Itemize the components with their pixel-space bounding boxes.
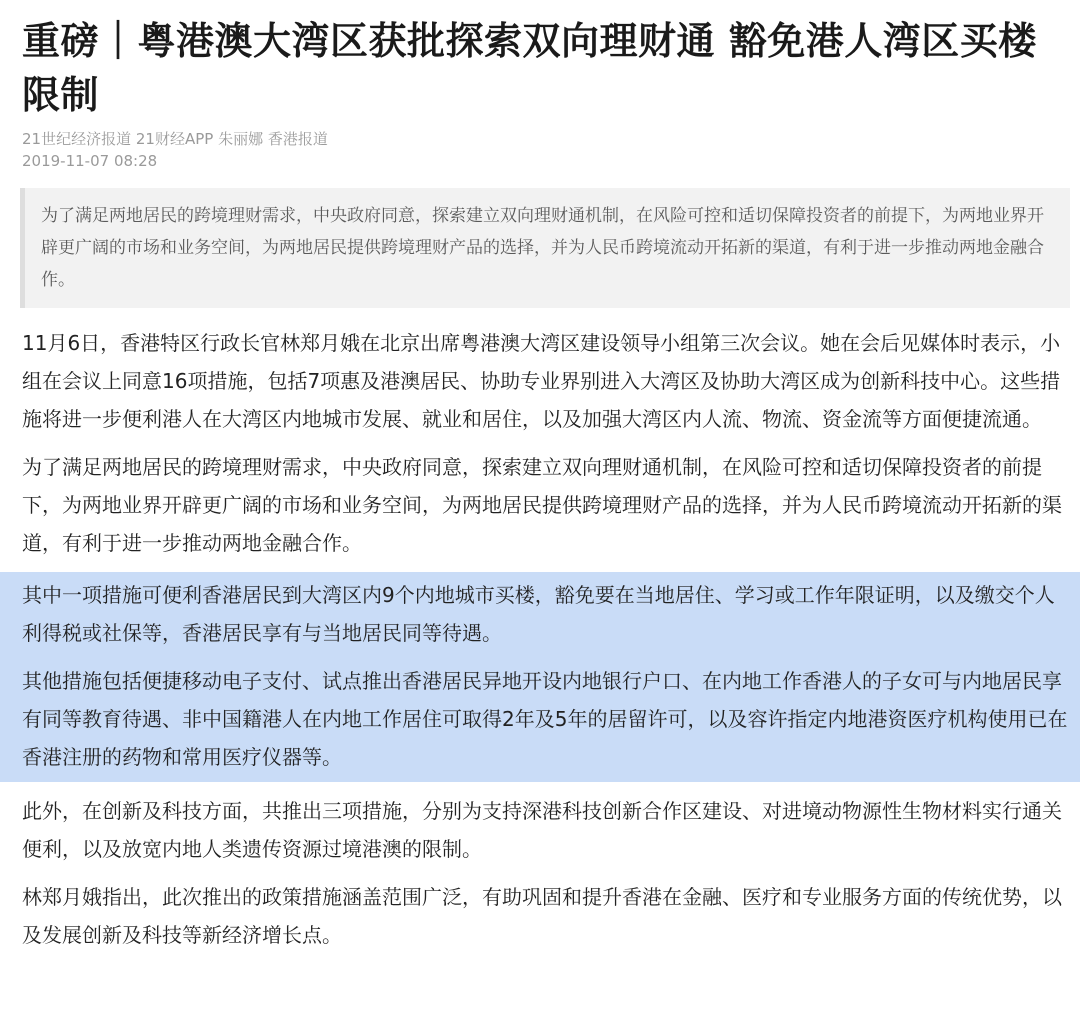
article-meta (22, 128, 1070, 172)
paragraph-4[interactable]: 其他措施包括便捷移动电子支付、试点推出香港居民异地开设内地银行户口、在内地工作香港人的子女可与内地居民享有同等教育待遇、非中国籍港人在内地工作居住可取得2年及5年的居留许可，以及容许指定内地港资医疗机构使用已在香港注册的药物和常用医疗仪器等。 (22, 669, 1068, 769)
paragraph-6: 林郑月娥指出，此次推出的政策措施涵盖范围广泛，有助巩固和提升香港在金融、医疗和专业服务方面的传统优势，以及发展创新及科技等新经济增长点。 (22, 885, 1062, 947)
article-datetime: 2019-11-07 08:28 (22, 152, 158, 170)
paragraph-2: 为了满足两地居民的跨境理财需求，中央政府同意，探索建立双向理财通机制，在风险可控和适切保障投资者的前提下，为两地业界开辟更广阔的市场和业务空间，为两地居民提供跨境理财产品的选择，并为人民币跨境流动开拓新的渠道，有利于进一步推动两地金融合作。 (22, 455, 1062, 555)
article-title: 重磅｜粤港澳大湾区获批探索双向理财通 豁免港人湾区买楼限制 (22, 19, 1037, 117)
selected-text-block (0, 572, 1080, 782)
paragraph-3[interactable]: 其中一项措施可便利香港居民到大湾区内9个内地城市买楼，豁免要在当地居住、学习或工作年限证明，以及缴交个人利得税或社保等，香港居民享有与当地居民同等待遇。 (22, 583, 1055, 645)
paragraph-1: 11月6日，香港特区行政长官林郑月娥在北京出席粤港澳大湾区建设领导小组第三次会议。她在会后见媒体时表示，小组在会议上同意16项措施，包括7项惠及港澳居民、协助专业界别进入大湾区及协助大湾区成为创新科技中心。这些措施将进一步便利港人在大湾区内地城市发展、就业和居住，以及加强大湾区内人流、物流、资金流等方面便捷流通。 (22, 331, 1061, 431)
article-source: 21世纪经济报道 21财经APP 朱丽娜 香港报道 (22, 130, 328, 148)
article (22, 14, 1070, 964)
paragraph-5: 此外，在创新及科技方面，共推出三项措施，分别为支持深港科技创新合作区建设、对进境动物源性生物材料实行通关便利，以及放宽内地人类遗传资源过境港澳的限制。 (22, 799, 1062, 861)
article-body (22, 324, 1070, 954)
article-summary: 为了满足两地居民的跨境理财需求，中央政府同意，探索建立双向理财通机制，在风险可控和适切保障投资者的前提下，为两地业界开辟更广阔的市场和业务空间，为两地居民提供跨境理财产品的选择，并为人民币跨境流动开拓新的渠道，有利于进一步推动两地金融合作。 (20, 188, 1070, 308)
